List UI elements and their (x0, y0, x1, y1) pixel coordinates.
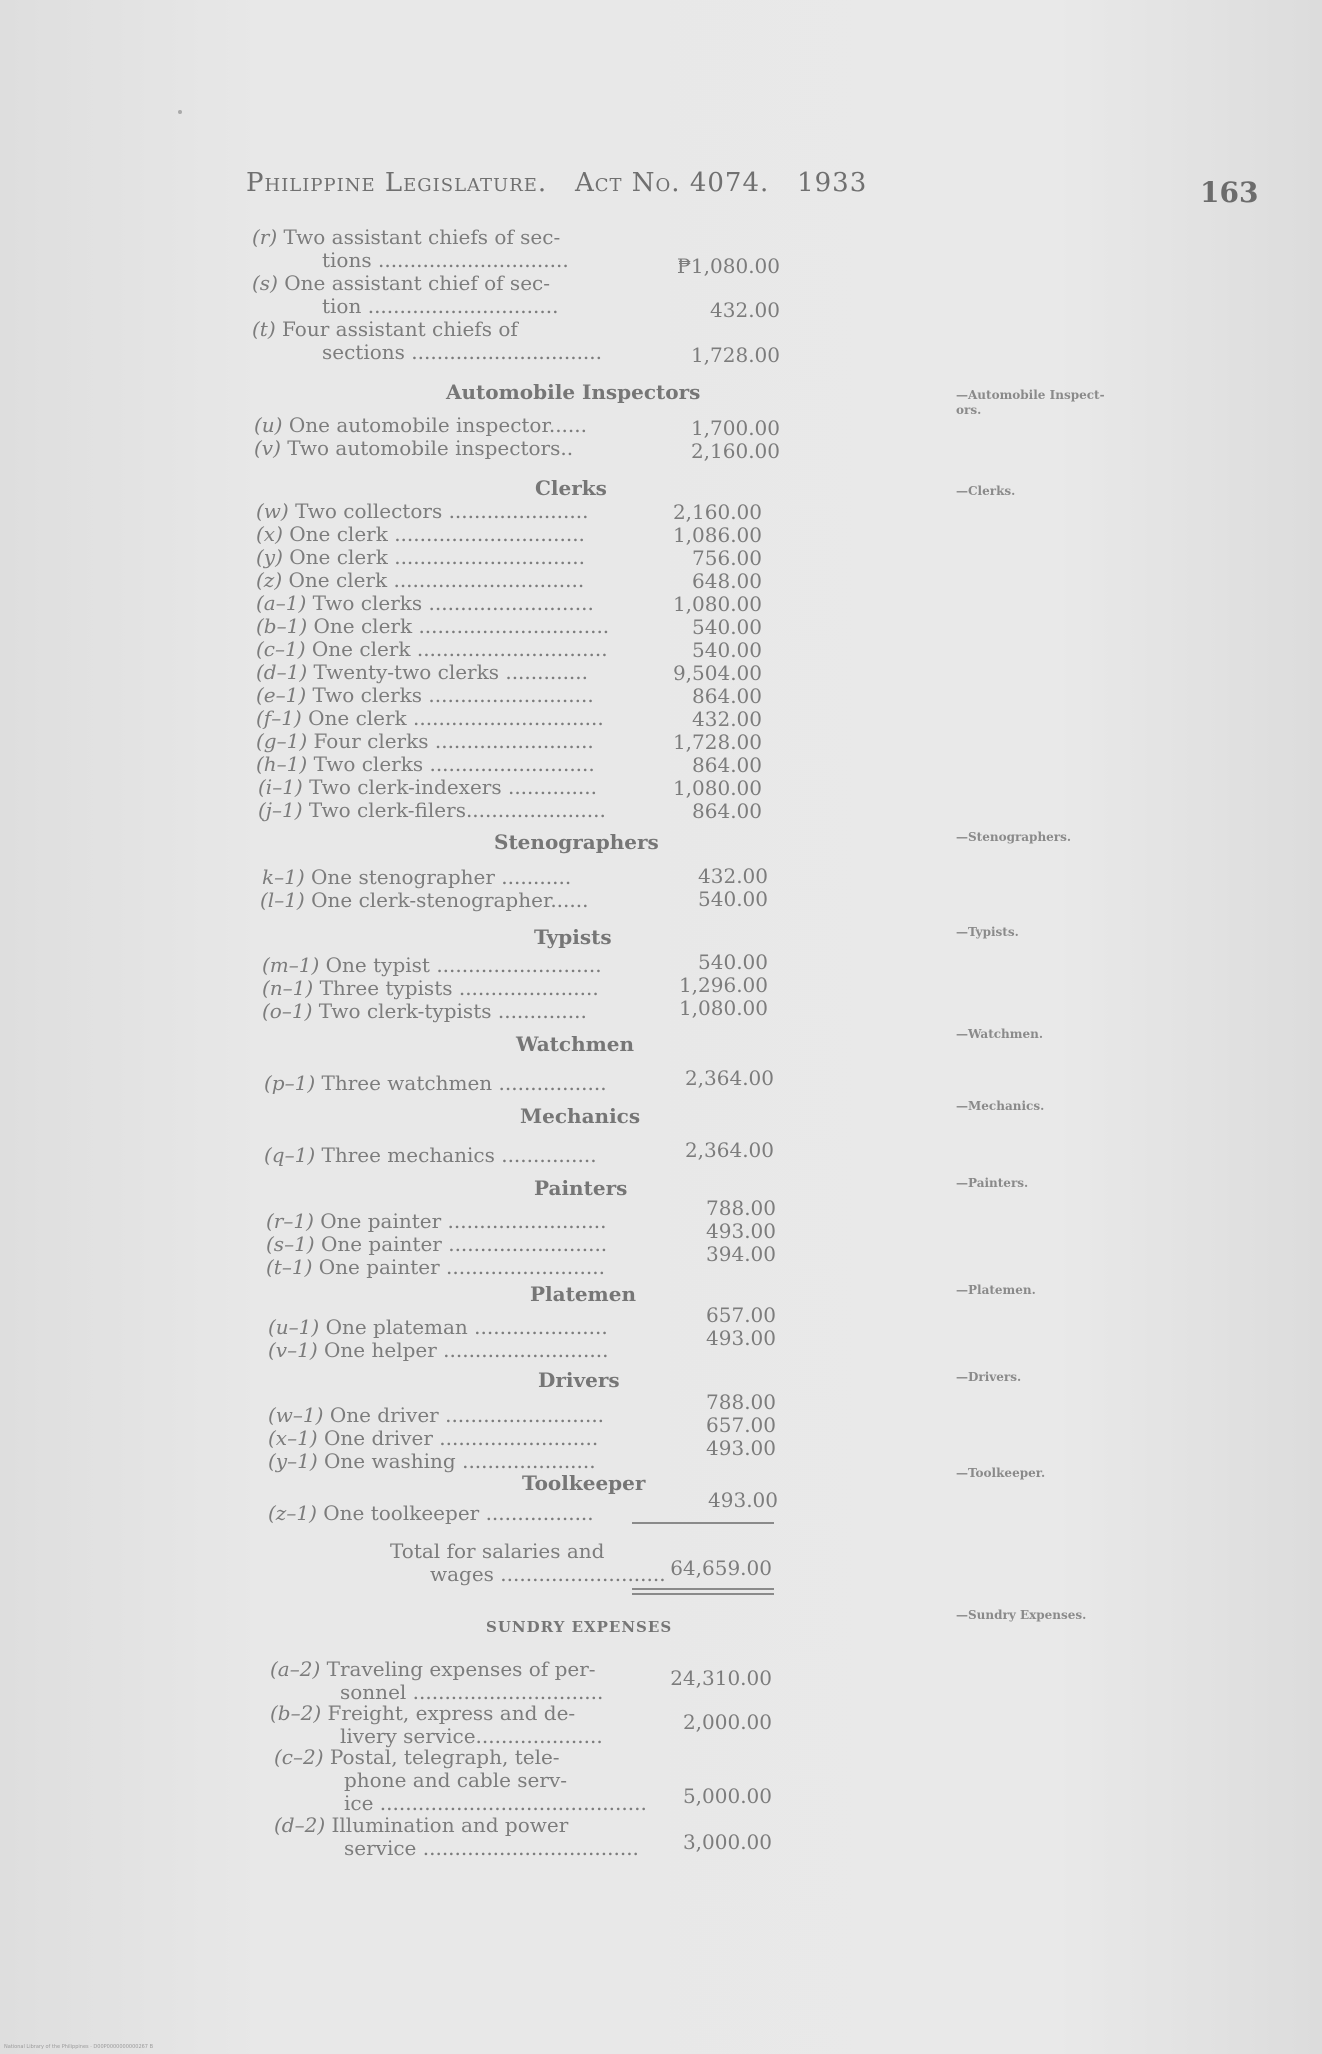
item-amount: 5,000.00 (682, 1784, 772, 1808)
line-item (254, 414, 587, 437)
item-amount: 493.00 (706, 1219, 776, 1243)
item-letter: (d–1) (256, 660, 308, 684)
section-toolkeeper: Toolkeeper (522, 1471, 646, 1495)
item-text: Freight, express and de- (327, 1701, 576, 1725)
line-item (262, 977, 599, 1000)
item-amount: 493.00 (706, 1326, 776, 1350)
item-letter: (n–1) (262, 976, 314, 1000)
line-item (256, 500, 588, 523)
item-text: One painter ......................... (320, 1209, 607, 1233)
item-text: One plateman ..................... (325, 1315, 608, 1339)
item-text: Postal, telegraph, tele- (329, 1745, 560, 1769)
item-letter: (w) (256, 499, 289, 523)
line-item (268, 1502, 594, 1525)
item-letter: (s–1) (266, 1232, 315, 1256)
item-amount: 1,728.00 (672, 730, 762, 754)
item-amount: 540.00 (692, 638, 762, 662)
side-note-platemen: —Platemen. (956, 1283, 1036, 1297)
item-amount: 1,080.00 (672, 776, 762, 800)
line-item (256, 638, 608, 661)
speck (178, 110, 182, 114)
header-year: 1933 (797, 168, 868, 198)
item-amount: 540.00 (692, 615, 762, 639)
item-text-continued: tions .............................. (322, 248, 569, 272)
line-item (264, 1072, 607, 1095)
item-text: One toolkeeper ................. (323, 1501, 594, 1525)
item-amount: 1,728.00 (690, 343, 780, 367)
item-letter: (b–2) (270, 1701, 322, 1725)
item-letter: (s) (252, 271, 278, 295)
item-amount: 2,160.00 (672, 500, 762, 524)
item-letter: (g–1) (256, 729, 308, 753)
item-text: One clerk .............................. (308, 706, 604, 730)
line-item (256, 569, 584, 592)
side-note-toolkeeper: —Toolkeeper. (956, 1466, 1046, 1480)
side-note-painters: —Painters. (956, 1176, 1029, 1190)
header-legislature: Philippine Legislature. (246, 168, 548, 198)
section-drivers: Drivers (538, 1368, 620, 1392)
item-letter: (c–1) (256, 637, 306, 661)
item-text: Three watchmen ................. (321, 1071, 607, 1095)
section-platemen: Platemen (530, 1282, 636, 1306)
line-item (256, 753, 595, 776)
side-note-watchmen: —Watchmen. (956, 1027, 1044, 1041)
item-amount: 64,659.00 (670, 1556, 772, 1580)
item-letter: (b–1) (256, 614, 308, 638)
item-letter: (r) (252, 225, 278, 249)
item-text-continued: phone and cable serv- (344, 1768, 567, 1792)
line-item (258, 799, 606, 822)
side-note-automobile: —Automobile Inspect- ors. (956, 388, 1105, 417)
item-amount: ₱1,080.00 (676, 254, 780, 278)
item-text: Two clerks .......................... (312, 683, 594, 707)
line-item (256, 684, 594, 707)
section-painters: Painters (534, 1176, 628, 1200)
page-header (246, 168, 867, 198)
section-typists: Typists (534, 925, 612, 949)
line-item (262, 1000, 587, 1023)
item-text: One washing ..................... (324, 1449, 596, 1473)
item-text-continued: livery service.................... (340, 1724, 603, 1748)
line-item (268, 1427, 598, 1450)
item-letter: (h–1) (256, 752, 308, 776)
item-text: One driver ......................... (323, 1426, 599, 1450)
item-amount: 1,296.00 (678, 973, 768, 997)
item-letter: (a–1) (256, 591, 307, 615)
side-note-typists: —Typists. (956, 925, 1019, 939)
item-text: Four clerks ......................... (313, 729, 594, 753)
line-item (252, 318, 518, 341)
item-text: One clerk .............................. (289, 545, 585, 569)
item-letter: (t–1) (266, 1255, 313, 1279)
header-act: Act No. 4074. (574, 168, 770, 198)
total-double-rule-top (632, 1588, 774, 1590)
item-amount: 2,364.00 (684, 1138, 774, 1162)
item-amount: 648.00 (692, 569, 762, 593)
item-amount: 493.00 (706, 1436, 776, 1460)
side-note-stenographers: —Stenographers. (956, 830, 1072, 844)
item-amount: 864.00 (692, 799, 762, 823)
line-item (274, 1746, 560, 1769)
item-text-continued: sonnel .............................. (340, 1680, 604, 1704)
item-letter: (u) (254, 413, 283, 437)
item-amount: 657.00 (706, 1413, 776, 1437)
item-text-continued: ice .......................................... (344, 1791, 647, 1815)
item-text: One clerk .............................. (288, 568, 585, 592)
item-text: Illumination and power (331, 1813, 569, 1837)
item-text: One driver ......................... (329, 1403, 605, 1427)
item-amount: 493.00 (708, 1488, 778, 1512)
item-amount: 788.00 (706, 1196, 776, 1220)
item-letter: (a–2) (270, 1657, 321, 1681)
item-letter: (v–1) (268, 1338, 318, 1362)
item-letter: (y) (256, 545, 283, 569)
item-text-continued: service .................................. (344, 1836, 639, 1860)
item-text: Two clerk-filers...................... (308, 798, 606, 822)
item-text: Traveling expenses of per- (326, 1657, 596, 1681)
section-clerks: Clerks (535, 476, 607, 500)
line-item (252, 272, 550, 295)
item-letter: (w–1) (268, 1403, 324, 1427)
line-item (256, 615, 609, 638)
line-item (390, 1540, 604, 1563)
item-amount: 24,310.00 (670, 1666, 772, 1690)
item-text: One clerk .............................. (311, 637, 608, 661)
item-letter: (p–1) (264, 1071, 316, 1095)
total-double-rule-bottom (632, 1593, 774, 1595)
item-letter: (q–1) (264, 1143, 316, 1167)
item-amount: 2,000.00 (682, 1710, 772, 1734)
item-text: Two assistant chiefs of sec- (283, 225, 561, 249)
item-amount: 540.00 (698, 950, 768, 974)
side-note-clerks: —Clerks. (956, 484, 1016, 498)
item-text: Two clerk-indexers .............. (309, 775, 597, 799)
line-item (266, 1233, 607, 1256)
item-amount: 1,700.00 (690, 416, 780, 440)
item-amount: 394.00 (706, 1242, 776, 1266)
item-letter: (l–1) (260, 888, 305, 912)
line-item (266, 1210, 606, 1233)
line-item (266, 1256, 605, 1279)
section-automobile-inspectors: Automobile Inspectors (446, 380, 701, 404)
line-item (256, 546, 585, 569)
line-item (270, 1658, 596, 1681)
item-letter: (u–1) (268, 1315, 320, 1339)
item-amount: 1,080.00 (672, 592, 762, 616)
section-stenographers: Stenographers (494, 830, 659, 854)
line-item (268, 1316, 608, 1339)
line-item (252, 226, 560, 249)
item-text: Three mechanics ............... (321, 1143, 597, 1167)
item-text: One assistant chief of sec- (284, 271, 550, 295)
section-mechanics: Mechanics (520, 1104, 641, 1128)
item-amount: 756.00 (692, 546, 762, 570)
item-letter: (j–1) (258, 798, 303, 822)
item-amount: 864.00 (692, 753, 762, 777)
item-letter: (r–1) (266, 1209, 314, 1233)
line-item (256, 523, 585, 546)
item-amount: 1,080.00 (678, 996, 768, 1020)
item-amount: 432.00 (692, 707, 762, 731)
line-item (256, 730, 594, 753)
item-text-continued: tion .............................. (322, 294, 559, 318)
item-amount: 2,364.00 (684, 1066, 774, 1090)
item-letter: (x–1) (268, 1426, 318, 1450)
section-sundry-expenses: SUNDRY EXPENSES (486, 1618, 673, 1636)
item-letter: (o–1) (262, 999, 313, 1023)
item-amount: 432.00 (710, 298, 780, 322)
line-item (268, 1404, 604, 1427)
item-text: One painter ......................... (318, 1255, 605, 1279)
item-text: Two clerks .......................... (312, 591, 594, 615)
item-amount: 540.00 (698, 887, 768, 911)
item-letter: k–1) (262, 865, 305, 889)
line-item (260, 889, 588, 912)
item-text: One typist .......................... (325, 953, 602, 977)
item-amount: 3,000.00 (682, 1830, 772, 1854)
item-amount: 9,504.00 (672, 661, 762, 685)
item-amount: 657.00 (706, 1303, 776, 1327)
side-note-drivers: —Drivers. (956, 1370, 1022, 1384)
line-item (262, 866, 571, 889)
item-text: One painter ......................... (320, 1232, 608, 1256)
item-amount: 432.00 (698, 864, 768, 888)
item-text-continued: sections .............................. (322, 340, 602, 364)
page-number: 163 (1200, 176, 1259, 209)
item-text: Total for salaries and (390, 1539, 605, 1563)
item-letter: (i–1) (258, 775, 303, 799)
item-letter: (y–1) (268, 1449, 318, 1473)
item-text: One clerk-stenographer...... (311, 888, 589, 912)
line-item (256, 661, 588, 684)
line-item (258, 776, 597, 799)
item-letter: (x) (256, 522, 283, 546)
side-note-sundry: —Sundry Expenses. (956, 1608, 1087, 1622)
line-item (262, 954, 602, 977)
item-text: Twenty-two clerks ............. (313, 660, 588, 684)
item-text: One automobile inspector...... (288, 413, 587, 437)
subtotal-rule (632, 1522, 774, 1524)
line-item (268, 1339, 608, 1362)
line-item (270, 1702, 575, 1725)
item-text: Two collectors ...................... (295, 499, 589, 523)
item-text: One helper .......................... (324, 1338, 609, 1362)
item-text: One clerk .............................. (289, 522, 585, 546)
item-text: Three typists ...................... (319, 976, 599, 1000)
item-letter: (d–2) (274, 1813, 326, 1837)
item-amount: 2,160.00 (690, 439, 780, 463)
item-letter: (t) (252, 317, 276, 341)
item-text: Four assistant chiefs of (282, 317, 518, 341)
line-item (256, 707, 604, 730)
line-item (274, 1814, 568, 1837)
item-letter: (v) (254, 436, 281, 460)
item-letter: (f–1) (256, 706, 302, 730)
item-amount: 788.00 (706, 1390, 776, 1414)
line-item (256, 592, 594, 615)
section-watchmen: Watchmen (516, 1032, 635, 1056)
item-letter: (z–1) (268, 1501, 317, 1525)
item-text: One stenographer ........... (311, 865, 572, 889)
item-letter: (e–1) (256, 683, 307, 707)
item-text: One clerk .............................. (313, 614, 610, 638)
item-text-continued: wages .......................... (430, 1562, 666, 1586)
item-letter: (z) (256, 568, 283, 592)
item-text: Two clerk-typists .............. (318, 999, 587, 1023)
item-amount: 864.00 (692, 684, 762, 708)
item-text: Two clerks .......................... (313, 752, 595, 776)
side-note-mechanics: —Mechanics. (956, 1099, 1045, 1113)
item-amount: 1,086.00 (672, 523, 762, 547)
item-letter: (c–2) (274, 1745, 324, 1769)
item-text: Two automobile inspectors.. (287, 436, 574, 460)
item-letter: (m–1) (262, 953, 320, 977)
footer-attribution: National Library of the Philippines · D00P0000000000267 B (4, 2044, 154, 2050)
line-item (254, 437, 573, 460)
line-item (268, 1450, 596, 1473)
line-item (264, 1144, 597, 1167)
